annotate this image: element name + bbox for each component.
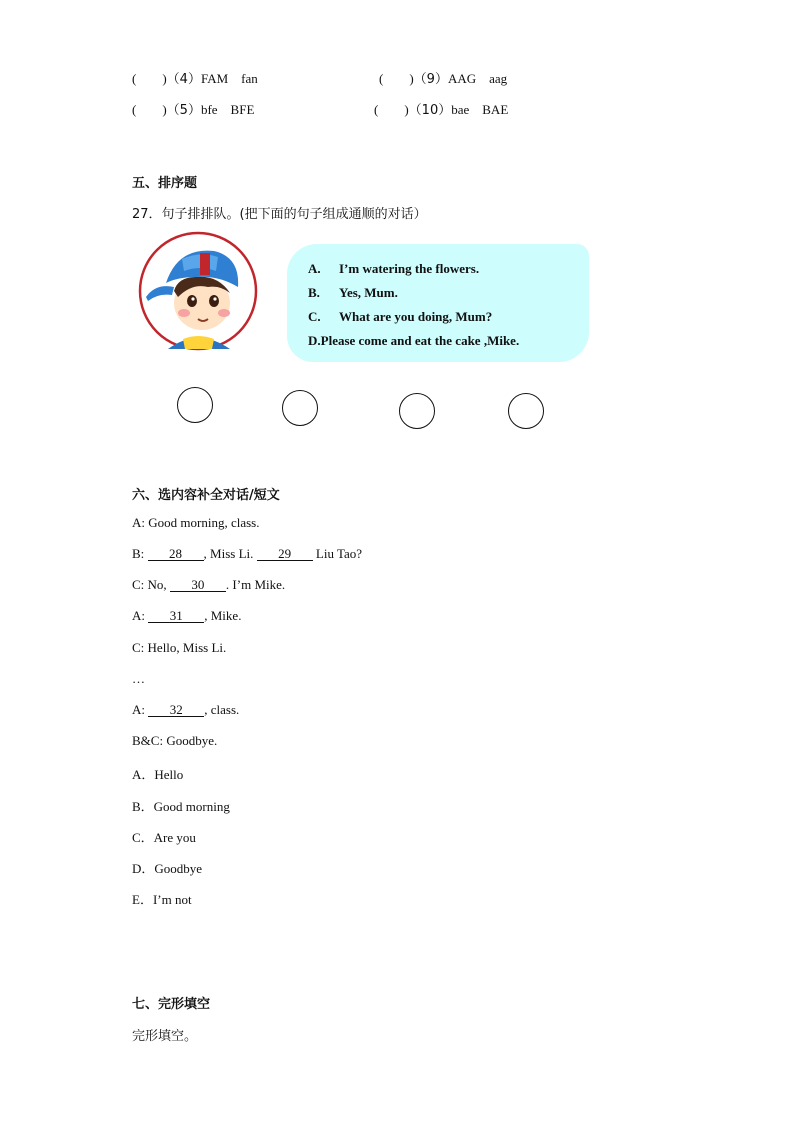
- question-27: 27．句子排排队。(把下面的句子组成通顺的对话）: [132, 207, 427, 222]
- answer-paren[interactable]: ( ): [374, 102, 409, 117]
- answer-circle-2[interactable]: [282, 390, 318, 426]
- item-number: （10）: [408, 103, 452, 118]
- option-b[interactable]: B．Good morning: [132, 799, 230, 814]
- dialog-line-7: A: 32 , class.: [132, 702, 240, 717]
- section7-instruction: 完形填空。: [132, 1029, 198, 1044]
- blank-31[interactable]: 31: [148, 609, 204, 623]
- answer-paren[interactable]: ( ): [379, 71, 414, 86]
- sentence-c: C. What are you doing, Mum?: [308, 309, 493, 324]
- item-number: （5）: [166, 103, 201, 118]
- answer-paren[interactable]: ( ): [132, 102, 167, 117]
- match-item-9: [379, 68, 507, 87]
- sentence-a: A. I’m watering the flowers.: [308, 261, 480, 276]
- dialog-line-6: …: [132, 671, 145, 686]
- blank-29[interactable]: 29: [257, 547, 313, 561]
- option-a[interactable]: A．Hello: [132, 767, 184, 782]
- option-c[interactable]: C．Are you: [132, 830, 196, 845]
- dialog-line-8: B&C: Goodbye.: [132, 733, 218, 748]
- option-e[interactable]: E．I’m not: [132, 892, 192, 907]
- boy-avatar-image: [138, 231, 258, 351]
- dialog-line-2: B: 28 , Miss Li. 29 Liu Tao?: [132, 546, 363, 561]
- section5-heading: 五、排序题: [132, 176, 198, 191]
- answer-circle-4[interactable]: [508, 393, 544, 429]
- blank-28[interactable]: 28: [148, 547, 204, 561]
- section7-heading: 七、完形填空: [132, 997, 211, 1012]
- item-number: （4）: [166, 72, 201, 87]
- item-letters: FAM fan: [200, 71, 258, 86]
- blank-30[interactable]: 30: [170, 578, 226, 592]
- blank-32[interactable]: 32: [148, 703, 204, 717]
- section6-heading: 六、选内容补全对话/短文: [132, 488, 280, 503]
- match-item-4: [132, 68, 258, 87]
- item-number: （9）: [413, 72, 448, 87]
- dialog-line-1: A: Good morning, class.: [132, 515, 260, 530]
- item-letters: bae BAE: [451, 102, 509, 117]
- answer-circle-3[interactable]: [399, 393, 435, 429]
- item-letters: bfe BFE: [200, 102, 255, 117]
- dialog-line-3: C: No, 30 . I’m Mike.: [132, 577, 286, 592]
- match-item-5: [132, 99, 254, 118]
- dialog-line-5: C: Hello, Miss Li.: [132, 640, 227, 655]
- answer-circle-1[interactable]: [177, 387, 213, 423]
- sentence-b: B. Yes, Mum.: [308, 285, 398, 300]
- sentence-d: D.Please come and eat the cake ,Mike.: [308, 333, 520, 348]
- dialog-line-4: A: 31 , Mike.: [132, 608, 242, 623]
- answer-paren[interactable]: ( ): [132, 71, 167, 86]
- option-d[interactable]: D．Goodbye: [132, 861, 203, 876]
- match-item-10: [374, 99, 508, 118]
- item-letters: AAG aag: [447, 71, 508, 86]
- speech-bubble: [287, 244, 589, 362]
